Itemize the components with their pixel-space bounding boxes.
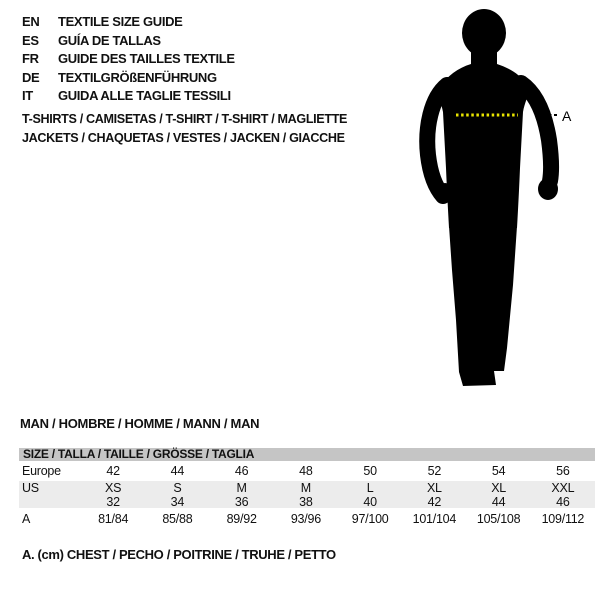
cell: 42 [427, 495, 442, 509]
cell: 38 [299, 495, 313, 509]
cell: 97/100 [351, 512, 389, 526]
table-row-us [19, 481, 595, 495]
left-hand-shape [437, 183, 453, 203]
cell: 52 [427, 464, 442, 478]
cell: 46 [234, 464, 249, 478]
language-label: GUIDE DES TAILLES TEXTILE [58, 51, 235, 67]
cell: XL [426, 481, 442, 495]
cell: 46 [556, 495, 570, 509]
right-hand-shape [538, 178, 558, 200]
language-code: EN [22, 14, 40, 29]
cell: 89/92 [226, 512, 257, 526]
man-silhouette [427, 9, 558, 386]
cell: 101/104 [412, 512, 457, 526]
category-jackets: JACKETS / CHAQUETAS / VESTES / JACKEN / GIACCHE [22, 131, 345, 145]
size-table [19, 448, 595, 528]
size-table-header: SIZE / TALLA / TAILLE / GRÖSSE / TAGLIA [19, 448, 595, 461]
language-code: DE [22, 69, 40, 85]
cell: 56 [556, 464, 570, 478]
cell: 109/112 [541, 512, 585, 526]
table-row-europe [19, 461, 595, 481]
cell: 40 [363, 495, 377, 509]
cell: 54 [491, 464, 506, 478]
cell: 85/88 [162, 512, 193, 526]
cell: 50 [363, 464, 377, 478]
cell: 44 [491, 495, 506, 509]
cell: M [300, 481, 311, 495]
language-label: GUIDA ALLE TAGLIE TESSILI [58, 88, 231, 104]
cell: XS [105, 481, 122, 495]
cell: 81/84 [98, 512, 129, 526]
cell: XL [491, 481, 507, 495]
measure-label-a: A [562, 108, 572, 124]
row-label: US [22, 481, 39, 495]
cell: 42 [106, 464, 120, 478]
category-tshirts: T-SHIRTS / CAMISETAS / T-SHIRT / T-SHIRT / MAGLIETTE [22, 112, 348, 126]
cell: 44 [170, 464, 185, 478]
cell: 36 [234, 495, 249, 509]
cell: S [173, 481, 182, 495]
cell: M [236, 481, 247, 495]
language-code: FR [22, 51, 39, 67]
language-label: GUÍA DE TALLAS [58, 32, 161, 48]
cell: 32 [106, 495, 120, 509]
language-code: ES [22, 32, 39, 48]
row-label: A [22, 512, 31, 526]
table-row-uk [19, 495, 595, 508]
right-arm-shape [521, 83, 551, 181]
cell: 93/96 [290, 512, 321, 526]
cell: 34 [170, 495, 185, 509]
cell: XXL [551, 481, 575, 495]
row-label: Europe [22, 464, 61, 478]
table-row-chest-a [19, 508, 595, 528]
legs-shape [449, 226, 517, 386]
row-label [19, 495, 81, 508]
measurement-footnote: A. (cm) CHEST / PECHO / POITRINE / TRUHE / PETTO [22, 547, 336, 562]
language-code: IT [22, 88, 33, 104]
language-label: TEXTILE SIZE GUIDE [58, 14, 183, 29]
cell: 48 [299, 464, 313, 478]
section-title-man: MAN / HOMBRE / HOMME / MANN / MAN [20, 416, 260, 431]
language-label: TEXTILGRÖßENFÜHRUNG [58, 69, 217, 85]
cell: L [366, 481, 374, 495]
cell: 105/108 [476, 512, 521, 526]
